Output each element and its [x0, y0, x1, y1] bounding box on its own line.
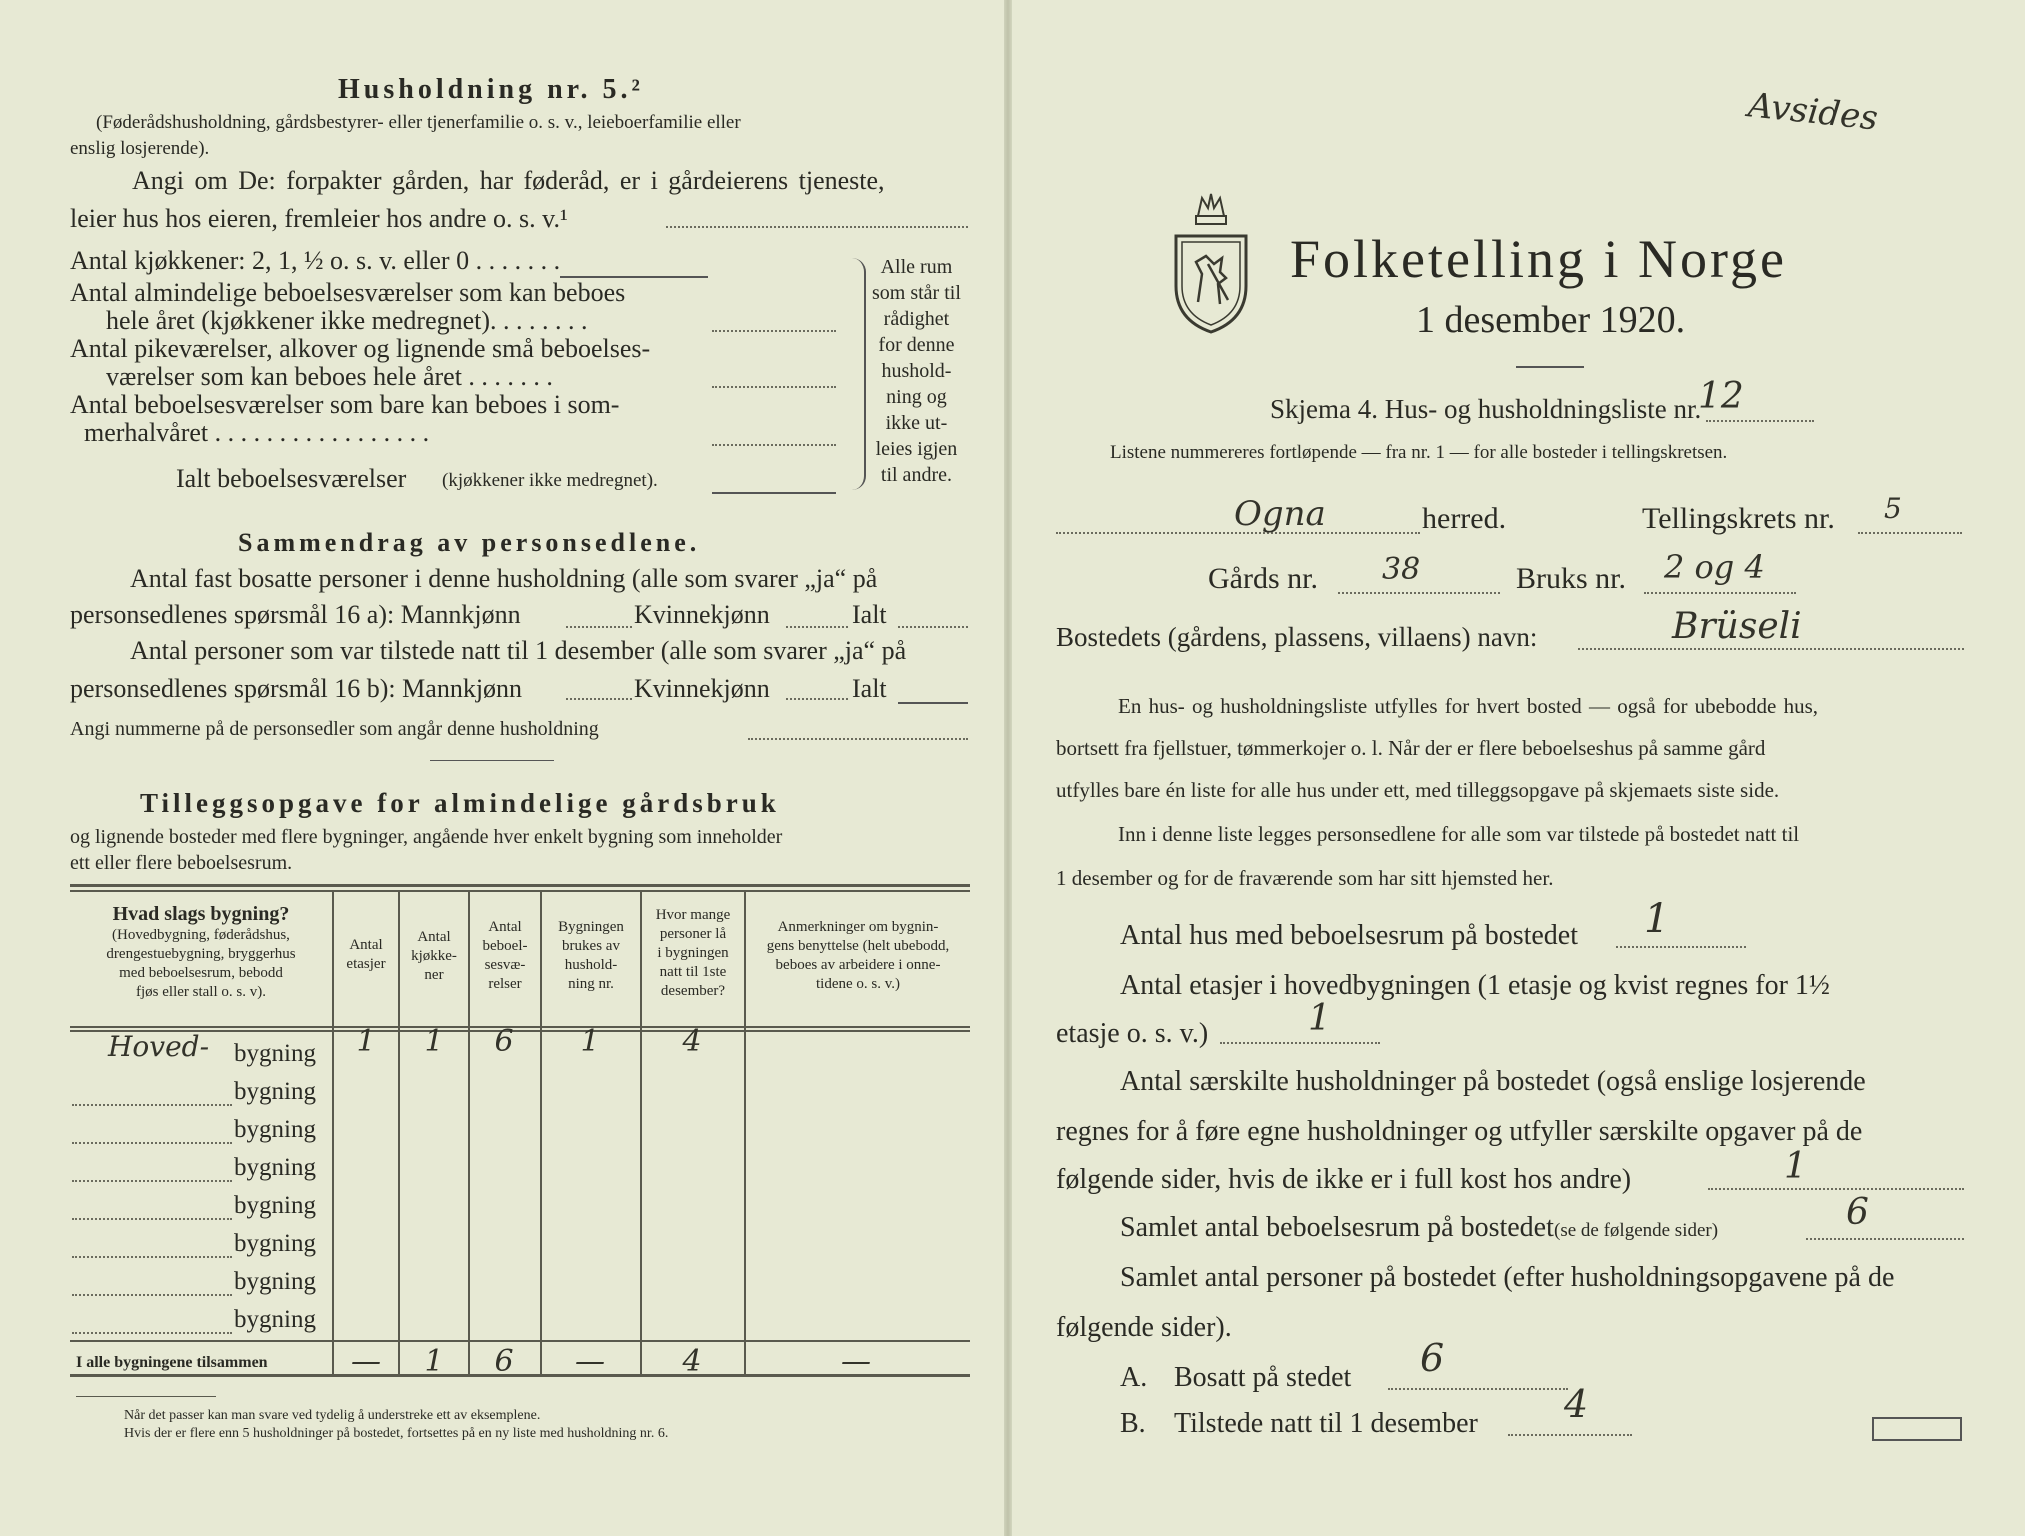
row1-rooms: 6	[494, 1024, 514, 1059]
listene-note: Listene nummereres fortløpende — fra nr. 1 — for alle bosteder i tellingskretsen.	[1110, 442, 1728, 463]
angi-line1: Angi om De: forpakter gården, har føderåd, er i gårdeierens tjeneste,	[132, 166, 885, 195]
household-title: Husholdning nr. 5.²	[338, 74, 644, 105]
footnote1: Når det passer kan man svare ved tydelig å understreke ett av eksemplene.	[124, 1408, 541, 1423]
total-kitchens: 1	[424, 1344, 444, 1379]
q-a-line	[1388, 1388, 1568, 1390]
herred-value: Ogna	[1234, 494, 1326, 534]
table-row-label: bygning	[234, 1116, 316, 1143]
tellingskrets-value: 5	[1884, 492, 1902, 525]
q-rooms: Samlet antal beboelsesrum på bostedet	[1120, 1212, 1554, 1243]
small-rooms-line1: Antal pikeværelser, alkover og lignende små beboelses-	[70, 334, 651, 363]
table-header-rooms-line: Antal	[488, 919, 522, 935]
table-header-persons-line: Hvor mange	[655, 907, 731, 923]
gards-label: Gårds nr.	[1208, 562, 1318, 595]
bosted-line	[1578, 648, 1964, 650]
side-note-line: til andre.	[880, 464, 952, 486]
angi-numbers: Angi nummerne på de personsedler som angår denne husholdning	[70, 718, 599, 740]
side-note-line: rådighet	[883, 308, 950, 330]
table-header-remarks-line: beboes av arbeidere i onne-	[775, 957, 941, 973]
footnote-rule	[76, 1396, 216, 1397]
side-note-line: for denne	[878, 334, 955, 356]
printer-mark-icon	[1872, 1417, 1962, 1441]
table-header-kitchens-line: ner	[424, 967, 444, 983]
table-header-floors-line: etasjer	[346, 956, 386, 972]
table-header-building-sub: med beboelsesrum, bebodd	[119, 965, 283, 981]
q-households-line2: regnes for å føre egne husholdninger og utfyller særskilte opgaver på de	[1056, 1116, 1863, 1147]
total-rooms: 6	[494, 1344, 514, 1379]
gards-line	[1338, 592, 1500, 594]
divider	[430, 760, 554, 761]
table-row-line	[72, 1180, 232, 1182]
q-households-line3: følgende sider, hvis de ikke er i full kost hos andre)	[1056, 1164, 1632, 1195]
table-top-border	[70, 884, 970, 887]
q-b-text: Tilstede natt til 1 desember	[1174, 1408, 1478, 1439]
table-header-used-by-line: brukes av	[562, 938, 620, 954]
summary-p1-line2: personsedlenes spørsmål 16 a): Mannkjønn	[70, 600, 521, 629]
table-row-line	[72, 1294, 232, 1296]
table-top-border-inner	[70, 890, 970, 892]
table-header-kitchens-line: Antal	[417, 929, 451, 945]
table-header-rooms-line: sesvæ-	[484, 957, 526, 973]
table-header-used-by-line: ning nr.	[568, 976, 614, 992]
q-households-value: 1	[1784, 1146, 1807, 1187]
table-header-building-sub: drengestuebygning, bryggerhus	[106, 946, 296, 962]
table-total-top	[70, 1340, 970, 1342]
table-header-kitchens	[400, 928, 468, 985]
side-note-bracket	[850, 258, 866, 490]
q-rooms-note: (se de følgende sider)	[1554, 1220, 1719, 1241]
table-header-used-by-line: hushold-	[564, 957, 618, 973]
table-header-rooms-line: relser	[488, 976, 522, 992]
table-header-floors-line: Antal	[349, 937, 383, 953]
gards-value: 38	[1382, 552, 1421, 587]
rooms-line2: hele året (kjøkkener ikke medregnet). . . . . . . .	[106, 306, 588, 335]
table-header-building	[72, 902, 330, 1002]
skjema-number-line	[1706, 420, 1814, 422]
table-total-label: I alle bygningene tilsammen	[76, 1354, 268, 1371]
household-note-line1: (Føderådshusholdning, gårdsbestyrer- eller tjenerfamilie o. s. v., leieboerfamilie eller	[96, 112, 741, 133]
q-floors-answer-line	[1220, 1042, 1380, 1044]
side-note-line: ning og	[886, 386, 947, 408]
skjema-label: Skjema 4. Hus- og husholdningsliste nr.	[1270, 394, 1702, 424]
bruks-line	[1644, 592, 1796, 594]
table-header-persons-line: personer lå	[659, 926, 727, 942]
summary-p1-line1: Antal fast bosatte personer i denne husholdning (alle som svarer „ja“ på	[130, 564, 878, 593]
table-header-persons-line: desember?	[660, 983, 726, 999]
corner-annotation: Avsides	[1746, 85, 1880, 139]
instruction-line2: bortsett fra fjellstuer, tømmerkojer o. l. Når der er flere beboelseshus på samme gård	[1056, 736, 1766, 760]
table-row-label: bygning	[234, 1268, 316, 1295]
summary-p2-kvinne-label: Kvinnekjønn	[634, 674, 770, 703]
q-b-line	[1508, 1434, 1632, 1436]
q-a-value: 6	[1420, 1336, 1445, 1380]
summary-p1-kvinne-label: Kvinnekjønn	[634, 600, 770, 629]
table-row-line	[72, 1256, 232, 1258]
skjema-number: 12	[1698, 376, 1744, 417]
side-note-line: som står til	[872, 282, 961, 304]
kitchens-label: Antal kjøkkener: 2, 1, ½ o. s. v. eller 0 . . . . . . .	[70, 246, 561, 275]
form-date: 1 desember 1920.	[1416, 299, 1686, 341]
form-title: Folketelling i Norge	[1290, 229, 1787, 289]
table-header-rooms	[470, 918, 540, 994]
q-persons-line1: Samlet antal personer på bostedet (efter husholdningsopgavene på de	[1120, 1262, 1895, 1293]
summary-title: Sammendrag av personsedlene.	[238, 528, 701, 557]
table-header-persons	[642, 906, 744, 1001]
row1-persons: 4	[682, 1024, 702, 1059]
table-row-line	[72, 1218, 232, 1220]
table-bottom-border	[70, 1374, 970, 1377]
angi-numbers-line	[748, 738, 968, 740]
title-rule	[1516, 366, 1584, 368]
summary-p1-kvinne-line	[786, 626, 848, 628]
row1-kitchens: 1	[424, 1024, 444, 1059]
tellingskrets-line	[1858, 532, 1962, 534]
summary-p1-ialt-line	[898, 626, 968, 628]
table-header-remarks-line: gens benyttelse (helt ubebodd,	[766, 938, 950, 954]
total-floors: —	[351, 1344, 381, 1379]
total-rooms-label: Ialt beboelsesværelser	[176, 464, 407, 493]
table-header-used-by-line: Bygningen	[558, 919, 624, 935]
summary-p2-ialt-line	[898, 702, 968, 704]
side-note-line: hushold-	[881, 360, 952, 382]
table-header-remarks-line: tidene o. s. v.)	[815, 976, 900, 992]
small-rooms-line2: værelser som kan beboes hele året . . . . . . .	[106, 362, 553, 391]
tillegg-line1: og lignende bosteder med flere bygninger, angående hver enkelt bygning som inneholder	[70, 826, 783, 848]
footnote2: Hvis der er flere enn 5 husholdninger på bostedet, fortsettes på en ny liste med husholdning nr. 6.	[124, 1426, 669, 1441]
q-a-text: Bosatt på stedet	[1174, 1362, 1352, 1393]
household-note-line2: enslig losjerende).	[70, 138, 210, 159]
table-row-label: bygning	[234, 1154, 316, 1181]
summary-p2-ialt-label: Ialt	[852, 674, 887, 703]
bosted-label: Bostedets (gårdens, plassens, villaens) navn:	[1056, 622, 1538, 652]
small-rooms-answer-line	[712, 386, 836, 388]
table-header-building-title: Hvad slags bygning?	[112, 903, 290, 925]
q-rooms-answer-line	[1806, 1238, 1964, 1240]
table-header-persons-line: i bygningen	[657, 945, 729, 961]
summer-rooms-line1: Antal beboelsesværelser som bare kan beboes i som-	[70, 390, 620, 419]
rooms-answer-line	[712, 330, 836, 332]
summary-p2-mann-line	[566, 698, 632, 700]
q-floors-value: 1	[1308, 998, 1331, 1039]
q-a-label: A.	[1120, 1362, 1148, 1393]
tillegg-title: Tilleggsopgave for almindelige gårdsbruk	[140, 788, 780, 818]
row1-floors: 1	[356, 1024, 376, 1059]
summer-rooms-answer-line	[712, 444, 836, 446]
table-row-label: bygning	[234, 1192, 316, 1219]
table-row-line	[72, 1142, 232, 1144]
summary-p2-kvinne-line	[786, 698, 848, 700]
bruks-label: Bruks nr.	[1516, 562, 1627, 595]
table-row-line	[72, 1332, 232, 1334]
rooms-line1: Antal almindelige beboelsesværelser som kan beboes	[70, 278, 626, 307]
summer-rooms-line2: merhalvåret . . . . . . . . . . . . . . . . .	[84, 418, 430, 447]
bruks-value: 2 og 4	[1664, 548, 1765, 586]
q-rooms-value: 6	[1846, 1192, 1869, 1233]
q-b-label: B.	[1120, 1408, 1146, 1439]
q-households-line1: Antal særskilte husholdninger på bostedet (også enslige losjerende	[1120, 1066, 1866, 1097]
side-note-line: Alle rum	[880, 256, 953, 278]
angi-answer-line	[666, 226, 968, 228]
summary-p2-line1: Antal personer som var tilstede natt til 1 desember (alle som svarer „ja“ på	[130, 636, 907, 665]
table-row-label: bygning	[234, 1078, 316, 1105]
herred-label: herred.	[1422, 502, 1507, 535]
total-rooms-answer-line	[712, 492, 836, 494]
summary-p1-mann-line	[566, 626, 632, 628]
table-header-floors	[334, 936, 398, 974]
row1-household: 1	[580, 1024, 600, 1059]
q-floors-line2: etasje o. s. v.)	[1056, 1018, 1209, 1049]
q-houses: Antal hus med beboelsesrum på bostedet	[1120, 920, 1579, 951]
instruction-line1: En hus- og husholdningsliste utfylles for hvert bosted — også for ubebodde hus,	[1118, 694, 1818, 718]
summary-p2-line2: personsedlenes spørsmål 16 b): Mannkjønn	[70, 674, 523, 703]
table-header-building-sub: (Hovedbygning, føderådshus,	[112, 927, 290, 943]
table-header-remarks-line: Anmerkninger om bygnin-	[777, 919, 939, 935]
total-rooms-note: (kjøkkener ikke medregnet).	[442, 470, 658, 491]
instruction-line5: 1 desember og for de fraværende som har sitt hjemsted her.	[1056, 866, 1554, 890]
angi-line2: leier hus hos eieren, fremleier hos andre o. s. v.¹	[70, 204, 568, 233]
q-persons-line2: følgende sider).	[1056, 1312, 1232, 1343]
q-households-answer-line	[1708, 1188, 1964, 1190]
table-header-persons-line: natt til 1ste	[659, 964, 727, 980]
side-note	[872, 254, 961, 488]
table-header-used-by	[542, 918, 640, 994]
right-page	[1008, 0, 2025, 1536]
table-row-line	[72, 1104, 232, 1106]
row1-building-type: Hoved-	[108, 1030, 210, 1063]
total-persons: 4	[682, 1344, 702, 1379]
table-row-label: bygning	[234, 1040, 316, 1067]
side-note-line: ikke ut-	[885, 412, 948, 434]
instruction-line3: utfylles bare én liste for alle hus under ett, med tilleggsopgave på skjemaets siste side.	[1056, 778, 1780, 802]
q-houses-value: 1	[1644, 896, 1670, 942]
tellingskrets-label: Tellingskrets nr.	[1642, 502, 1835, 535]
table-header-remarks	[746, 918, 970, 994]
side-note-line: leies igjen	[875, 438, 958, 460]
table-row-label: bygning	[234, 1230, 316, 1257]
total-remarks: —	[841, 1344, 871, 1379]
table-row-label: bygning	[234, 1306, 316, 1333]
tillegg-line2: ett eller flere beboelsesrum.	[70, 852, 293, 874]
bosted-value: Brüseli	[1672, 606, 1802, 647]
left-page	[0, 0, 1008, 1536]
q-houses-line	[1616, 946, 1746, 948]
table-header-building-sub: fjøs eller stall o. s. v).	[136, 984, 266, 1000]
table-header-rooms-line: beboel-	[482, 938, 528, 954]
table-header-kitchens-line: kjøkke-	[411, 948, 457, 964]
coat-of-arms-icon	[1168, 192, 1254, 334]
q-floors-line1: Antal etasjer i hovedbygningen (1 etasje og kvist regnes for 1½	[1120, 970, 1830, 1001]
instruction-line4: Inn i denne liste legges personsedlene for alle som var tilstede på bostedet natt til	[1118, 822, 1800, 846]
summary-p1-ialt-label: Ialt	[852, 600, 887, 629]
total-household: —	[575, 1344, 605, 1379]
q-b-value: 4	[1564, 1382, 1589, 1426]
